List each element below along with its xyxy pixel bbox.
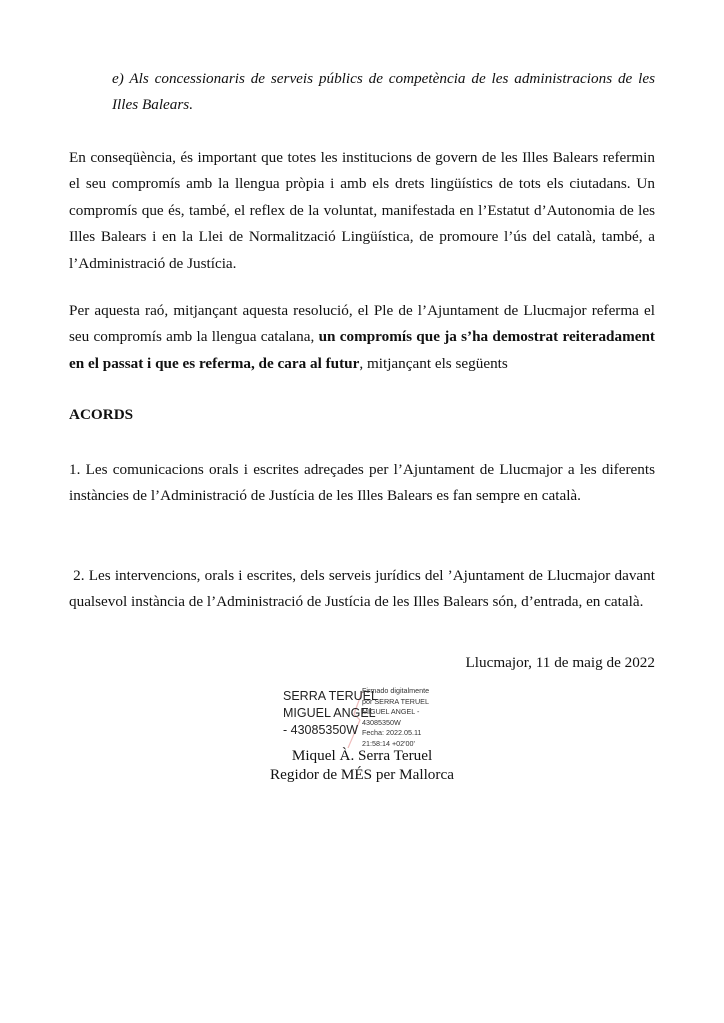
resolution-outro: , mitjançant els següents xyxy=(359,354,508,372)
signature-name: SERRA TERUEL MIGUEL ANGEL - 43085350W xyxy=(283,689,378,737)
paragraph-resolution xyxy=(69,298,655,377)
paragraph-consequence: En conseqüència, és important que totes les institucions de govern de les Illes Balears refermin el seu compromís amb la llengua pròpia i amb els drets lingüístics de tots els ciutadans. Un compromís que és, també, el reflex de la voluntat, manifestada en l’Estatut d’Autonomia de les Illes Balears i en la Llei de Normalització Lingüística, de promoure l’ús del català, també, a l’Administració de Justícia. xyxy=(69,149,655,272)
signer-role: Regidor de MÉS per Mallorca xyxy=(270,766,454,783)
signer-name: Miquel À. Serra Teruel xyxy=(291,747,433,764)
signature-details: Firmado digitalmente por SERRA TERUEL MIGUEL ANGEL - 43085350W Fecha: 2022.05.11 21:58:14 +02'00' xyxy=(362,686,430,748)
acord-2: 2. Les intervencions, orals i escrites, dels serveis jurídics del ’Ajuntament de Llucmajor davant qualsevol instància de l’Administració de Justícia de les Illes Balears són, d’entrada, en català. xyxy=(69,567,659,611)
acord-1: 1. Les comunicacions orals i escrites adreçades per l’Ajuntament de Llucmajor a les diferents instàncies de l’Administració de Justícia de les Illes Balears es fan sempre en català. xyxy=(69,461,655,505)
resolution-intro: Per aquesta raó, mitjançant aquesta resolució, el Ple de l’Ajuntament de Llucmajor referma el seu compromís amb la llengua catalana, xyxy=(69,302,655,346)
place-date: Llucmajor, 11 de maig de 2022 xyxy=(465,654,655,671)
heading-acords: ACORDS xyxy=(69,406,134,423)
item-e: e) Als concessionaris de serveis públics de competència de les administracions de les Illes Balears. xyxy=(112,70,655,114)
resolution-bold: un compromís que ja s’ha demostrat reiteradament en el passat i que es referma, de cara al futur xyxy=(69,328,655,372)
